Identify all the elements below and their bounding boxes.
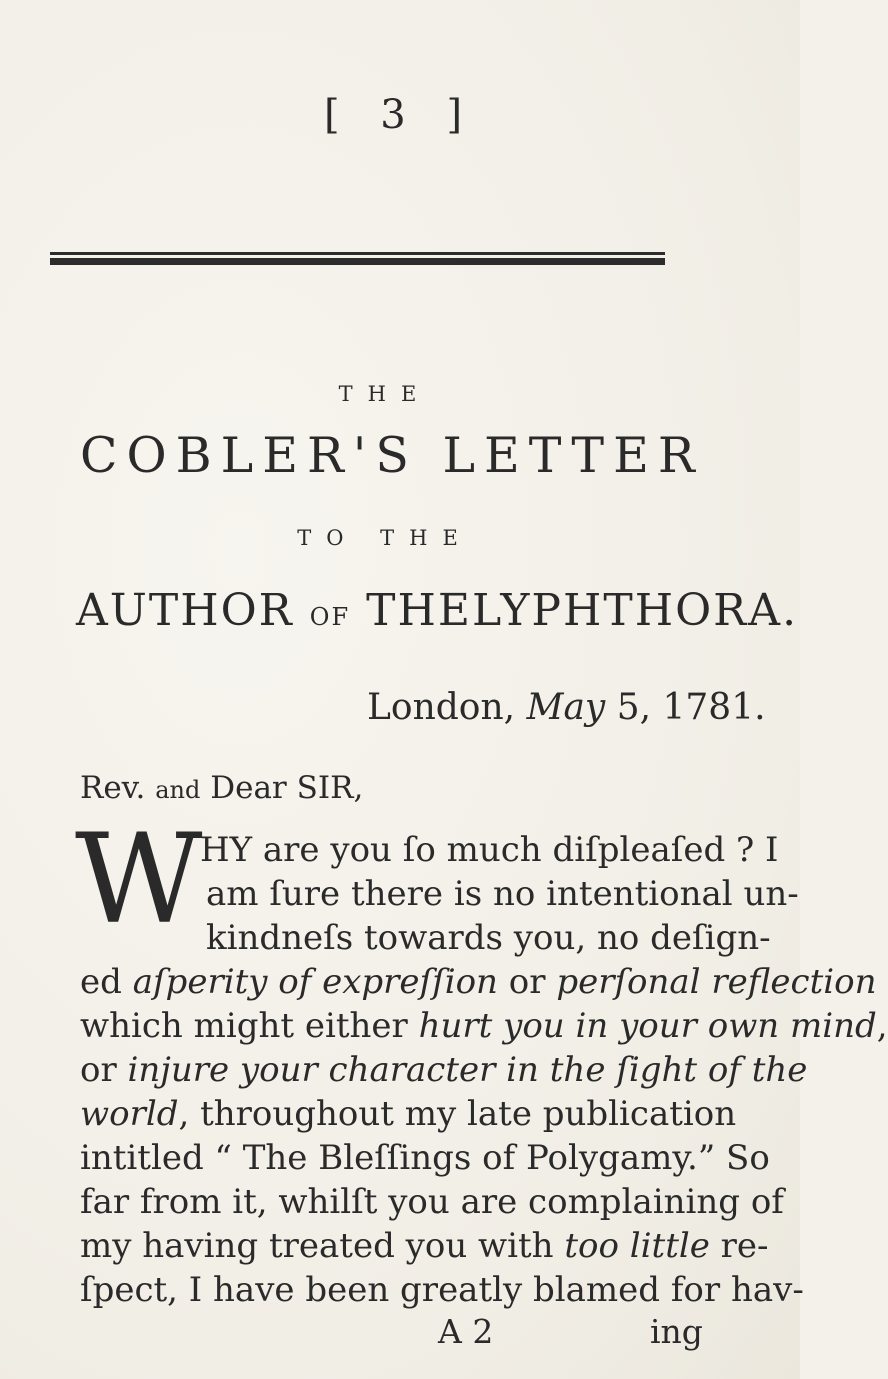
body-line-5 (80, 1006, 888, 1046)
body-italic: hurt you in your own mind (418, 1006, 877, 1046)
body-text: or (497, 962, 557, 1002)
salutation-rev: Rev. (80, 770, 146, 806)
signature-mark: A 2 (438, 1312, 494, 1351)
title-author-line (76, 585, 799, 636)
salutation (80, 770, 600, 806)
body-text: ed (80, 962, 133, 1002)
drop-cap: W (75, 808, 203, 952)
body-line-2: am ſure there is no intentional un- (206, 874, 799, 914)
body-line-9: far from it, whilſt you are complaining of (80, 1182, 784, 1222)
body-text: my having treated you with (80, 1226, 565, 1266)
body-italic: too little (564, 1226, 710, 1266)
body-line-7 (80, 1094, 736, 1134)
body-text: re- (709, 1226, 769, 1266)
body-text: or (80, 1050, 128, 1090)
page-number: [ 3 ] (323, 92, 477, 138)
header-rule-thin (50, 252, 665, 255)
title-work: THELYPHTHORA. (366, 585, 799, 636)
dateline-month: May (526, 687, 606, 728)
body-text: , (876, 1006, 888, 1046)
dateline-day-year: 5, 1781. (616, 687, 766, 728)
header-rule-thick (50, 258, 665, 265)
title-the: THE (338, 382, 432, 406)
body-italic: injure your character in the ſight of the (127, 1050, 808, 1090)
title-of: OF (309, 603, 351, 631)
body-line-4 (80, 962, 876, 1002)
title-main: COBLER'S LETTER (80, 427, 704, 484)
body-text: , throughout my late publication (178, 1094, 737, 1134)
body-line-6 (80, 1050, 807, 1090)
body-line-10 (80, 1226, 769, 1266)
body-italic: perſonal reflection (556, 962, 877, 1002)
catchword: ing (650, 1312, 703, 1351)
title-author: AUTHOR (76, 585, 294, 636)
body-italic: aſperity of expreſſion (132, 962, 498, 1002)
body-italic: world (80, 1094, 179, 1134)
body-line-3: kindneſs towards you, no deſign- (206, 918, 771, 958)
body-line-1: HY are you ſo much diſpleaſed ? I (200, 830, 779, 870)
salutation-dear: Dear (210, 770, 287, 806)
body-line-8: intitled “ The Bleſſings of Polygamy.” So (80, 1138, 770, 1178)
body-line-11: ſpect, I have been greatly blamed for hav- (80, 1270, 804, 1310)
dateline (367, 687, 766, 728)
body-text: which might either (80, 1006, 419, 1046)
dateline-city: London, (367, 687, 516, 728)
title-to-the: TO THE (297, 526, 473, 550)
salutation-sir: SIR, (296, 770, 364, 806)
salutation-and: and (155, 776, 201, 804)
